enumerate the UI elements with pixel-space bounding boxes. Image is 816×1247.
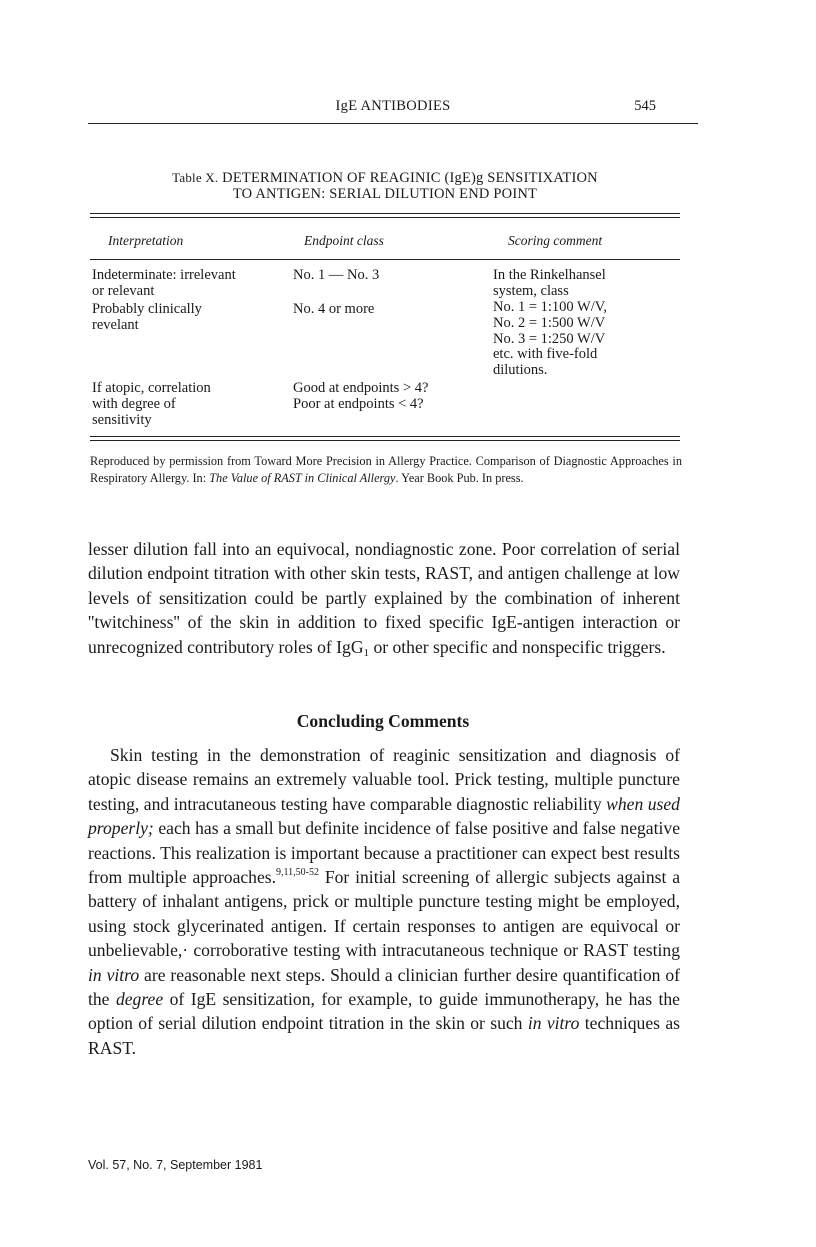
table-cell-endpoint: Good at endpoints > 4? Poor at endpoints < 4? <box>293 380 429 412</box>
table-top-rule <box>90 213 680 218</box>
paragraph-text: of IgE sensitization, for example, to guide immunotherapy, he has the option of serial dilution endpoint titration in the skin or such <box>88 989 680 1034</box>
running-head <box>88 98 698 122</box>
table-cell-endpoint: No. 4 or more <box>293 301 375 317</box>
running-title: IgE ANTIBODIES <box>335 98 451 114</box>
table-cell-interpretation: Indeterminate: irrelevant or relevant <box>92 267 236 299</box>
header-rule <box>88 123 698 124</box>
section-heading: Concluding Comments <box>296 711 470 731</box>
journal-citation: Vol. 57, No. 7, September 1981 <box>88 1158 263 1172</box>
col-header-interpretation: Interpretation <box>108 233 184 248</box>
paragraph-text: Skin testing in the demonstration of reaginic sensitization and diagnosis of atopic disease remains an extremely valuable tool. Prick testing, multiple puncture testing, and intracutaneous testing have comparable diagnostic reliability <box>88 745 680 814</box>
paragraph-text: are reasonable next steps. Should a clinician further desire quantification of the <box>88 964 680 1010</box>
paragraph-text: lesser dilution fall into an equivocal, nondiagnostic zone. Poor correlation of serial dilution endpoint titration with other skin tests, RAST, and antigen challenge at low levels of sensitization could be partly explained by the combination of inherent ''twitchiness'' of the skin in addition to fixed specific IgE-antigen interaction or unrecognized contributory roles of IgG <box>88 539 680 657</box>
reference-superscript: 9,11,50-52 <box>276 867 320 879</box>
body-paragraph <box>88 537 680 659</box>
table-cell-comment: In the Rinkelhansel system, class <box>493 267 606 299</box>
subscript: 1 <box>363 646 370 659</box>
table-caption-line2: TO ANTIGEN: SERIAL DILUTION END POINT <box>232 186 538 202</box>
table-cell-interpretation: If atopic, correlation with degree of sensitivity <box>92 380 211 428</box>
footnote-book-title: The Value of RAST in Clinical Allergy <box>209 471 396 485</box>
paragraph-text: or other specific and nonspecific triggers. <box>369 636 666 657</box>
paragraph-text: For initial screening of allergic subjects against a battery of inhalant antigens, prick or multiple puncture testing might be employed, using stock glycerinated antigen. If certain responses to antigen are equivocal or unbelievable,· corroborative testing with intracutaneous technique or RAST testing <box>88 867 680 961</box>
paragraph-text: techniques as RAST. <box>88 1013 680 1058</box>
col-header-endpoint-class: Endpoint class <box>304 233 384 248</box>
footnote-text: Reproduced by permission from Toward More Precision in Allergy Practice. Comparison of Diagnostic Approaches in Respiratory Allergy. In: <box>90 454 682 485</box>
emphasis: in vitro <box>88 964 140 985</box>
page-number: 545 <box>634 98 656 114</box>
table-cell-comment: No. 1 = 1:100 W/V, No. 2 = 1:500 W/V No. 3 = 1:250 W/V etc. with five-fold dilutions. <box>493 299 607 379</box>
table-cell-interpretation: Probably clinically revelant <box>92 301 202 333</box>
body-paragraph <box>88 743 680 1060</box>
emphasis: in vitro <box>527 1013 580 1034</box>
col-header-scoring-comment: Scoring comment <box>508 233 603 248</box>
emphasis: degree <box>115 989 164 1010</box>
table-label: Table X. <box>172 170 219 185</box>
table-header-rule <box>90 259 680 260</box>
footnote-text-end: . Year Book Pub. In press. <box>395 471 524 485</box>
emphasis: when used properly; <box>88 793 680 839</box>
table-bottom-rule <box>90 436 680 441</box>
table-cell-endpoint: No. 1 — No. 3 <box>293 267 380 283</box>
paragraph-text: each has a small but definite incidence of false positive and false negative reactions. This realization is important because a practitioner can expect best results from multiple approaches. <box>88 818 680 888</box>
table-caption-line1: DETERMINATION OF REAGINIC (IgE)g SENSITIXATION <box>222 170 598 186</box>
table-footnote <box>90 453 682 487</box>
table-caption <box>90 170 680 202</box>
